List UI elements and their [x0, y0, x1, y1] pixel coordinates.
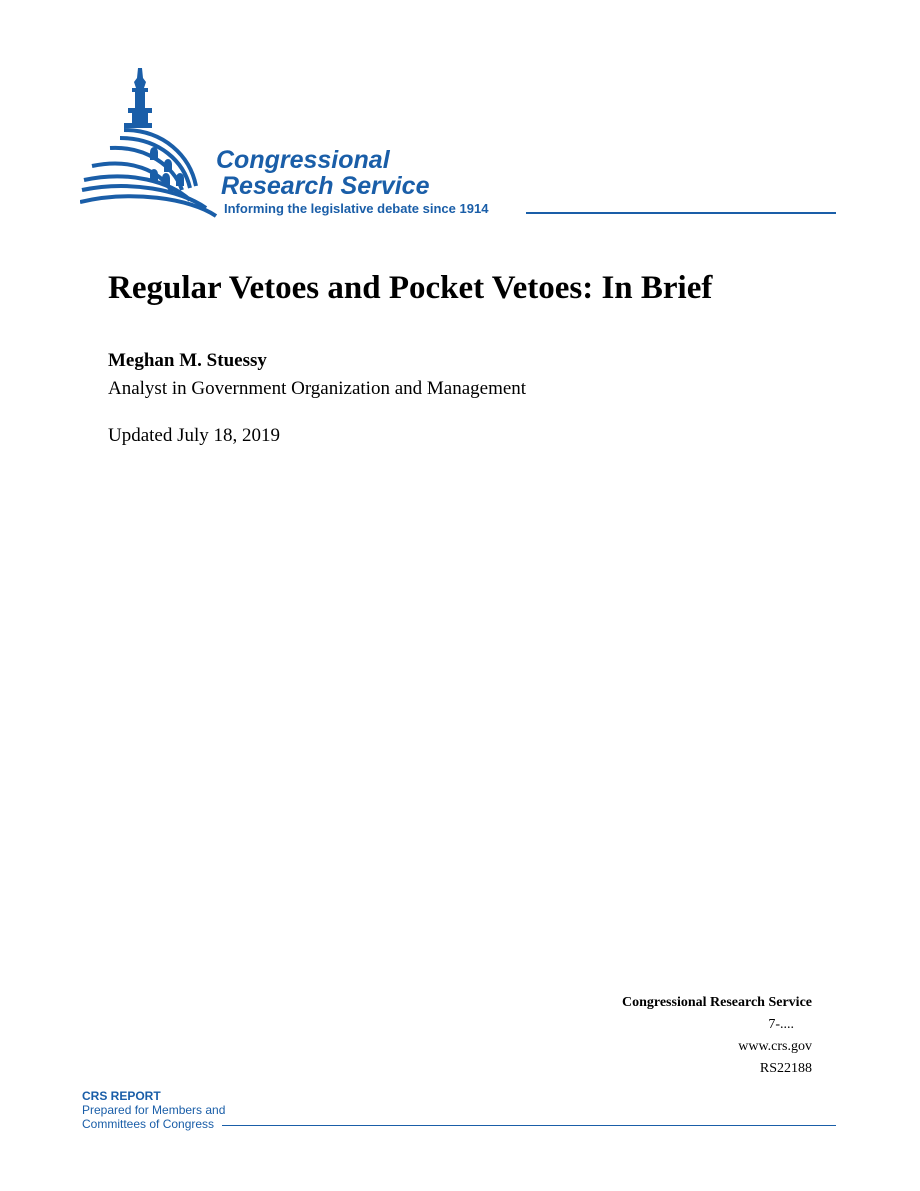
author-name: Meghan M. Stuessy	[108, 350, 267, 371]
footer-prepared-line2: Committees of Congress	[82, 1117, 215, 1131]
crs-info-block	[622, 992, 812, 1080]
header-rule	[526, 212, 836, 214]
crs-code: 7-....	[768, 1017, 794, 1032]
crs-website: www.crs.gov	[738, 1039, 812, 1054]
report-title: Regular Vetoes and Pocket Vetoes: In Brief	[108, 270, 713, 306]
updated-date: Updated July 18, 2019	[108, 425, 281, 446]
report-number: RS22188	[759, 1061, 812, 1076]
footer-report-label: CRS REPORT	[82, 1089, 161, 1103]
capitol-dome-icon	[80, 66, 220, 218]
brand-name-line2: Research Service	[221, 172, 430, 200]
brand-name-line1: Congressional	[216, 146, 390, 174]
brand-tagline: Informing the legislative debate since 1914	[224, 201, 489, 216]
crs-org-name: Congressional Research Service	[621, 995, 812, 1010]
footer-prepared-line1: Prepared for Members and	[82, 1103, 226, 1117]
footer-rule	[222, 1125, 836, 1126]
author-title: Analyst in Government Organization and Management	[108, 378, 527, 399]
